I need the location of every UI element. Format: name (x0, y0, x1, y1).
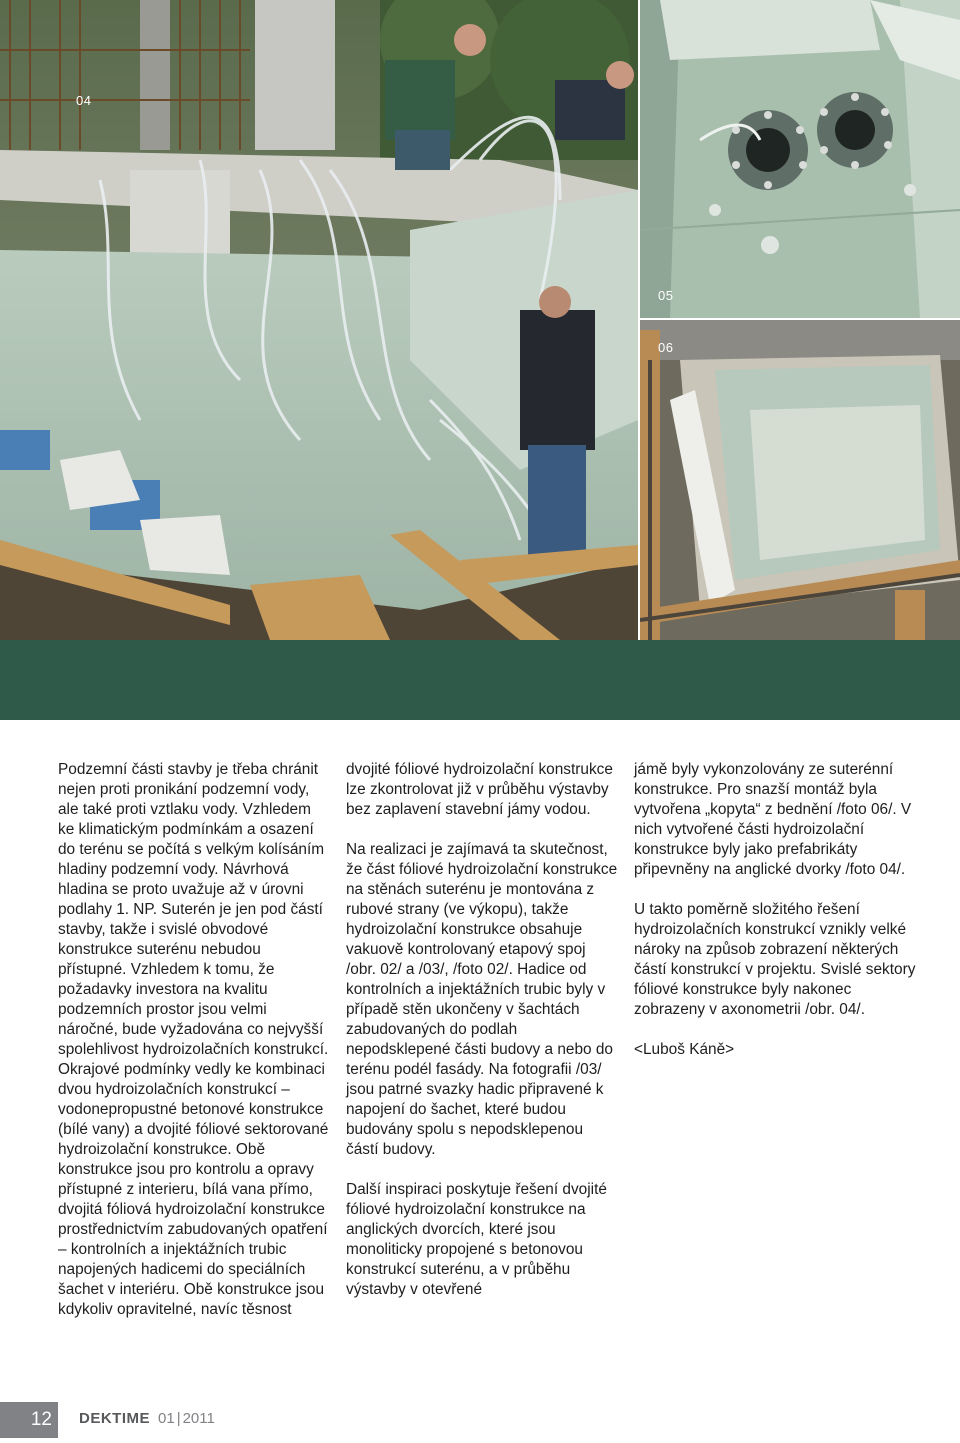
paragraph: dvojité fóliové hydroizolační konstrukce lze zkontrolovat již v průběhu výstavby bez zaplavení stavební jámy vodou. (346, 761, 613, 818)
paragraph: Na realizaci je zajímavá ta skutečnost, že část fóliové hydroizolační konstrukce na stěnách suterénu je montována z rubové strany (ve výkopu), takže hydroizolační konstrukce obsahuje vakuově kontrolovaný etapový spoj /obr. 02/ a /03/, /foto 02/. Hadice od kontrolních a injektážních trubic byly v případě stěn ukončeny v šachtách zabudovaných do podlah nepodsklepené části budovy a nebo do terénu podél fasády. Na fotografii /03/ jsou patrné svazky hadic připravené k napojení do šachet, které budou budovány spolu s nepodsklepenou částí budovy. (346, 841, 618, 1158)
page-footer (0, 1396, 960, 1443)
issue-number: 01 (158, 1410, 175, 1427)
issue-separator: | (176, 1410, 181, 1427)
photo-label-05: 05 (658, 288, 674, 303)
photo-label-04: 04 (76, 93, 92, 108)
author-signature: <Luboš Káně> (634, 1041, 735, 1058)
text-column-1 (58, 760, 330, 1340)
photo-04-construction-site (0, 0, 638, 640)
page-number: 12 (0, 1402, 58, 1438)
paragraph: U takto poměrně složitého řešení hydroizolačních konstrukcí vznikly velké nároky na způsob zobrazení některých částí konstrukcí v projektu. Svislé sektory fóliové konstrukce byly nakonec zobrazeny v axonometrii /obr. 04/. (634, 901, 916, 1018)
paragraph: Další inspiraci poskytuje řešení dvojité fóliové hydroizolační konstrukce na anglických dvorcích, které jsou monoliticky propojené s betonovou konstrukcí suterénu, a v průběhu výstavby v otevřené (346, 1181, 607, 1298)
photo-05-pipe-flanges (640, 0, 960, 318)
text-column-3 (634, 760, 924, 1080)
paragraph: jámě byly vykonzolovány ze suterénní konstrukce. Pro snazší montáž byla vytvořena „kopyta“ z bednění /foto 06/. V nich vytvořené části hydroizolační konstrukce byly jako prefabrikáty připevněny na anglické dvorky /foto 04/. (634, 761, 912, 878)
issue-info (158, 1410, 215, 1427)
green-band (0, 640, 960, 720)
photo-label-06: 06 (658, 340, 674, 355)
photo-06-formwork-box (640, 320, 960, 640)
text-column-2 (346, 760, 618, 1320)
paragraph: Podzemní části stavby je třeba chránit nejen proti pronikání podzemní vody, ale také proti vztlaku vody. Vzhledem ke klimatickým podmínkám a osazení do terénu se počítá s velkým kolísáním hladiny podzemní vody. Návrhová hladina se proto uvažuje až v úrovni podlahy 1. NP. Suterén je jen pod částí stavby, takže i svislé obvodové konstrukce suterénu nebudou přístupné. Vzhledem k tomu, že požadavky investora na kvalitu podzemních prostor jsou velmi náročné, bude vyžadována co nejvyšší spolehlivost hydroizolačních konstrukcí. Okrajové podmínky vedly ke kombinaci dvou hydroizolačních konstrukcí – vodonepropustné betonové konstrukce (bílé vany) a dvojité fóliové sektorované hydroizolační konstrukce. Obě konstrukce jsou pro kontrolu a opravy přístupné z interieru, bílá vana přímo, dvojitá fóliová hydroizolační konstrukce prostřednictvím zabudovaných opatření – kontrolních a injektážních trubic napojených hadicemi do speciálních šachet v interiéru. Obě konstrukce jsou kdykoliv opravitelné, navíc těsnost (58, 761, 329, 1318)
issue-year: 2011 (182, 1410, 215, 1427)
magazine-brand: DEKTIME (79, 1410, 150, 1427)
